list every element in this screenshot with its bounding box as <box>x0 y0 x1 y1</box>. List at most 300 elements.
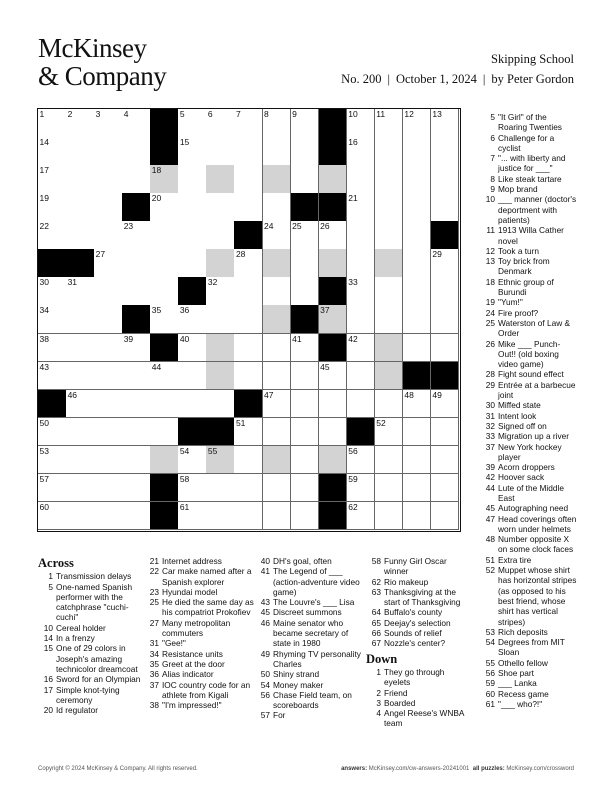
grid-cell[interactable] <box>347 362 376 391</box>
grid-cell[interactable] <box>263 109 292 138</box>
grid-cell[interactable] <box>263 446 292 475</box>
grid-cell[interactable] <box>38 277 67 306</box>
grid-cell[interactable] <box>234 502 263 531</box>
grid-cell[interactable] <box>66 446 95 475</box>
grid-cell[interactable] <box>178 334 207 363</box>
grid-cell[interactable] <box>38 334 67 363</box>
grid-cell[interactable] <box>122 418 151 447</box>
clue-number: 45 <box>485 503 495 514</box>
clue-item <box>480 689 578 699</box>
grid-cell[interactable] <box>94 305 123 334</box>
grid-cell[interactable] <box>206 109 235 138</box>
clue-number: 40 <box>260 556 270 566</box>
grid-cell[interactable] <box>263 502 292 531</box>
grid-cell[interactable] <box>150 165 179 194</box>
grid-cell[interactable] <box>403 193 432 222</box>
grid-cell[interactable] <box>178 362 207 391</box>
grid-cell[interactable] <box>94 109 123 138</box>
grid-cell[interactable] <box>319 362 348 391</box>
grid-cell[interactable] <box>263 277 292 306</box>
grid-cell[interactable] <box>38 221 67 250</box>
grid-cell[interactable] <box>122 221 151 250</box>
grid-cell[interactable] <box>206 474 235 503</box>
grid-cell[interactable] <box>38 305 67 334</box>
grid-cell[interactable] <box>431 277 460 306</box>
grid-cell[interactable] <box>234 474 263 503</box>
grid-cell[interactable] <box>375 249 404 278</box>
clue-text: Alias indicator <box>162 669 214 680</box>
clue-text: Rich deposits <box>498 626 548 637</box>
clue-item <box>38 705 142 715</box>
grid-cell[interactable] <box>291 109 320 138</box>
clue-number: 18 <box>485 276 495 287</box>
grid-cell[interactable] <box>66 165 95 194</box>
down-clues-continued <box>480 112 578 709</box>
grid-block <box>319 137 348 166</box>
clue-text: Hoover sack <box>498 472 545 483</box>
clue-number: 7 <box>490 153 495 164</box>
grid-cell[interactable] <box>206 334 235 363</box>
grid-cell[interactable] <box>150 277 179 306</box>
clue-item <box>366 556 466 577</box>
grid-cell[interactable] <box>431 446 460 475</box>
grid-cell[interactable] <box>263 474 292 503</box>
cell-number: 36 <box>179 305 190 316</box>
grid-cell[interactable] <box>206 502 235 531</box>
clue-text: Transmission delays <box>56 571 132 582</box>
grid-cell[interactable] <box>431 305 460 334</box>
grid-cell[interactable] <box>150 446 179 475</box>
grid-cell[interactable] <box>150 418 179 447</box>
grid-cell[interactable] <box>347 109 376 138</box>
clue-number: 58 <box>371 556 381 566</box>
grid-cell[interactable] <box>150 390 179 419</box>
clue-text: Othello fellow <box>498 657 548 668</box>
grid-cell[interactable] <box>375 474 404 503</box>
grid-cell[interactable] <box>94 474 123 503</box>
grid-cell[interactable] <box>94 334 123 363</box>
clue-number: 43 <box>260 597 270 608</box>
grid-cell[interactable] <box>403 277 432 306</box>
clue-number: 63 <box>371 586 381 597</box>
grid-cell[interactable] <box>122 474 151 503</box>
grid-cell[interactable] <box>375 390 404 419</box>
grid-cell[interactable] <box>66 193 95 222</box>
grid-cell[interactable] <box>347 305 376 334</box>
grid-cell[interactable] <box>206 249 235 278</box>
grid-cell[interactable] <box>263 305 292 334</box>
clue-text: Mop brand <box>498 184 538 195</box>
grid-cell[interactable] <box>122 165 151 194</box>
grid-cell[interactable] <box>347 165 376 194</box>
grid-cell[interactable] <box>403 390 432 419</box>
grid-cell[interactable] <box>347 249 376 278</box>
clue-number: 66 <box>371 628 381 639</box>
grid-cell[interactable] <box>66 390 95 419</box>
grid-cell[interactable] <box>403 474 432 503</box>
grid-cell[interactable] <box>122 502 151 531</box>
grid-cell[interactable] <box>291 390 320 419</box>
grid-cell[interactable] <box>431 474 460 503</box>
grid-cell[interactable] <box>263 249 292 278</box>
grid-cell[interactable] <box>94 362 123 391</box>
grid-cell[interactable] <box>122 109 151 138</box>
grid-cell[interactable] <box>375 137 404 166</box>
grid-cell[interactable] <box>263 334 292 363</box>
grid-cell[interactable] <box>319 165 348 194</box>
grid-cell[interactable] <box>66 277 95 306</box>
grid-cell[interactable] <box>291 418 320 447</box>
grid-cell[interactable] <box>150 362 179 391</box>
grid-cell[interactable] <box>431 418 460 447</box>
clue-text: Ethnic group of Burundi <box>498 276 554 298</box>
grid-cell[interactable] <box>263 390 292 419</box>
cell-number: 22 <box>39 221 49 232</box>
grid-cell[interactable] <box>291 334 320 363</box>
grid-cell[interactable] <box>347 502 376 531</box>
grid-cell[interactable] <box>234 362 263 391</box>
grid-cell[interactable] <box>263 362 292 391</box>
grid-cell[interactable] <box>375 362 404 391</box>
grid-block <box>150 502 179 531</box>
grid-cell[interactable] <box>66 474 95 503</box>
grid-cell[interactable] <box>403 334 432 363</box>
grid-cell[interactable] <box>178 109 207 138</box>
all-puzzles-link[interactable]: McKinsey.com/crossword <box>506 766 574 772</box>
grid-block <box>431 221 460 250</box>
grid-cell[interactable] <box>234 446 263 475</box>
grid-cell[interactable] <box>206 221 235 250</box>
grid-cell[interactable] <box>347 193 376 222</box>
grid-cell[interactable] <box>178 249 207 278</box>
grid-cell[interactable] <box>375 334 404 363</box>
cell-number: 13 <box>432 109 442 119</box>
grid-cell[interactable] <box>319 418 348 447</box>
clue-item <box>480 400 578 410</box>
grid-cell[interactable] <box>375 418 404 447</box>
grid-cell[interactable] <box>150 193 179 222</box>
grid-cell[interactable] <box>291 362 320 391</box>
cell-number: 43 <box>39 361 49 372</box>
answers-link[interactable]: McKinsey.com/cw-answers-20241001 <box>368 766 470 772</box>
grid-cell[interactable] <box>38 474 67 503</box>
cell-number: 62 <box>348 501 358 512</box>
grid-cell[interactable] <box>375 305 404 334</box>
cell-number: 26 <box>320 221 330 232</box>
grid-cell[interactable] <box>375 165 404 194</box>
grid-cell[interactable] <box>319 446 348 475</box>
grid-cell[interactable] <box>94 418 123 447</box>
clue-item <box>480 462 578 472</box>
grid-cell[interactable] <box>347 277 376 306</box>
clue-item <box>480 194 578 225</box>
clue-item <box>255 607 365 617</box>
clue-item <box>255 669 365 679</box>
grid-cell[interactable] <box>38 165 67 194</box>
grid-cell[interactable] <box>347 446 376 475</box>
grid-cell[interactable] <box>206 446 235 475</box>
grid-cell[interactable] <box>178 193 207 222</box>
grid-cell[interactable] <box>291 249 320 278</box>
clue-text: Mike ___ Punch-Out!! (old boxing video game) <box>498 338 561 370</box>
clue-number: 6 <box>490 132 495 143</box>
clue-item <box>480 699 578 709</box>
grid-cell[interactable] <box>234 137 263 166</box>
grid-cell[interactable] <box>206 137 235 166</box>
grid-cell[interactable] <box>38 446 67 475</box>
grid-cell[interactable] <box>375 221 404 250</box>
clue-text: Acorn droppers <box>498 462 555 473</box>
grid-cell[interactable] <box>150 305 179 334</box>
grid-cell[interactable] <box>291 446 320 475</box>
grid-cell[interactable] <box>66 221 95 250</box>
clue-text: Miffed state <box>498 400 541 411</box>
cell-number: 5 <box>179 109 185 119</box>
down-heading: Down <box>366 651 398 666</box>
clue-text: Sword for an Olympian <box>56 674 141 685</box>
cell-number: 19 <box>39 193 49 204</box>
clue-item <box>366 698 466 708</box>
separator: | <box>482 72 486 86</box>
grid-cell[interactable] <box>403 502 432 531</box>
cell-number: 47 <box>264 389 274 400</box>
grid-cell[interactable] <box>178 446 207 475</box>
clue-number: 25 <box>149 597 159 608</box>
clue-number: 31 <box>485 410 495 421</box>
grid-cell[interactable] <box>178 474 207 503</box>
clue-item <box>144 556 254 566</box>
grid-cell[interactable] <box>122 249 151 278</box>
grid-cell[interactable] <box>375 502 404 531</box>
clue-number: 67 <box>371 638 381 649</box>
clue-text: Entrée at a barbecue joint <box>498 379 576 401</box>
grid-cell[interactable] <box>375 446 404 475</box>
grid-cell[interactable] <box>94 221 123 250</box>
clue-item <box>480 256 578 277</box>
grid-cell[interactable] <box>38 137 67 166</box>
grid-cell[interactable] <box>431 193 460 222</box>
clue-text: Head coverings often worn under helmets <box>498 513 577 534</box>
grid-cell[interactable] <box>66 418 95 447</box>
grid-cell[interactable] <box>38 109 67 138</box>
clue-column-4 <box>366 556 466 729</box>
grid-cell[interactable] <box>66 334 95 363</box>
grid-cell[interactable] <box>234 334 263 363</box>
grid-cell[interactable] <box>206 390 235 419</box>
grid-cell[interactable] <box>234 109 263 138</box>
clue-text: Sounds of relief <box>384 628 442 639</box>
grid-cell[interactable] <box>431 137 460 166</box>
grid-cell[interactable] <box>66 137 95 166</box>
clue-number: 60 <box>485 688 495 699</box>
grid-cell[interactable] <box>206 277 235 306</box>
grid-cell[interactable] <box>403 137 432 166</box>
grid-cell[interactable] <box>347 221 376 250</box>
grid-block <box>319 193 348 222</box>
cell-number: 1 <box>39 109 45 119</box>
grid-cell[interactable] <box>94 502 123 531</box>
grid-cell[interactable] <box>94 277 123 306</box>
clue-item <box>366 638 466 648</box>
grid-cell[interactable] <box>263 137 292 166</box>
clue-text: "Gee!" <box>162 638 186 649</box>
grid-cell[interactable] <box>94 446 123 475</box>
grid-cell[interactable] <box>178 221 207 250</box>
grid-cell[interactable] <box>178 165 207 194</box>
grid-cell[interactable] <box>94 137 123 166</box>
clue-item <box>144 659 254 669</box>
grid-cell[interactable] <box>122 334 151 363</box>
cell-number: 39 <box>123 333 134 344</box>
cell-number: 41 <box>292 333 302 344</box>
grid-cell[interactable] <box>122 390 151 419</box>
clue-item <box>480 678 578 688</box>
grid-cell[interactable] <box>431 109 460 138</box>
clue-item <box>38 633 142 643</box>
grid-cell[interactable] <box>319 221 348 250</box>
logo-line-1: McKinsey <box>38 33 147 63</box>
grid-block <box>38 249 67 278</box>
grid-cell[interactable] <box>206 362 235 391</box>
grid-cell[interactable] <box>38 418 67 447</box>
grid-cell[interactable] <box>403 221 432 250</box>
grid-cell[interactable] <box>150 221 179 250</box>
grid-cell[interactable] <box>38 193 67 222</box>
grid-block <box>178 418 207 447</box>
grid-cell[interactable] <box>431 390 460 419</box>
across-heading: Across <box>38 556 74 570</box>
clue-text: Shoe part <box>498 668 534 679</box>
grid-cell[interactable] <box>375 193 404 222</box>
clue-item <box>480 431 578 441</box>
grid-cell[interactable] <box>122 446 151 475</box>
clue-number: 47 <box>485 513 495 524</box>
clue-item <box>366 667 466 688</box>
grid-cell[interactable] <box>319 249 348 278</box>
grid-cell[interactable] <box>206 165 235 194</box>
clue-item <box>144 587 254 597</box>
grid-block <box>319 474 348 503</box>
grid-cell[interactable] <box>234 277 263 306</box>
clue-text: For <box>273 710 286 721</box>
clue-number: 54 <box>260 679 270 690</box>
grid-cell[interactable] <box>375 277 404 306</box>
grid-cell[interactable] <box>178 390 207 419</box>
grid-cell[interactable] <box>291 502 320 531</box>
grid-cell[interactable] <box>431 249 460 278</box>
clue-item <box>480 225 578 246</box>
clue-text: ___ Lanka <box>498 678 537 689</box>
grid-cell[interactable] <box>66 502 95 531</box>
grid-cell[interactable] <box>66 362 95 391</box>
puzzle-number: No. 200 <box>341 72 382 86</box>
grid-cell[interactable] <box>122 137 151 166</box>
puzzle-byline: by Peter Gordon <box>491 72 574 86</box>
grid-cell[interactable] <box>234 249 263 278</box>
grid-cell[interactable] <box>38 502 67 531</box>
grid-cell[interactable] <box>291 277 320 306</box>
grid-cell[interactable] <box>150 249 179 278</box>
clue-text: Number opposite X on some clock faces <box>498 534 574 555</box>
grid-cell[interactable] <box>347 334 376 363</box>
grid-cell[interactable] <box>403 165 432 194</box>
grid-cell[interactable] <box>375 109 404 138</box>
grid-cell[interactable] <box>403 249 432 278</box>
grid-cell[interactable] <box>234 418 263 447</box>
grid-cell[interactable] <box>178 305 207 334</box>
clue-number: 39 <box>485 462 495 473</box>
grid-cell[interactable] <box>431 502 460 531</box>
grid-cell[interactable] <box>431 165 460 194</box>
grid-cell[interactable] <box>403 305 432 334</box>
grid-cell[interactable] <box>403 446 432 475</box>
grid-block <box>178 277 207 306</box>
grid-cell[interactable] <box>94 249 123 278</box>
grid-cell[interactable] <box>38 362 67 391</box>
clue-item <box>38 643 142 674</box>
grid-block <box>122 193 151 222</box>
grid-cell[interactable] <box>291 474 320 503</box>
grid-cell[interactable] <box>122 277 151 306</box>
grid-cell[interactable] <box>234 305 263 334</box>
grid-cell[interactable] <box>263 165 292 194</box>
grid-cell[interactable] <box>234 193 263 222</box>
clue-number: 3 <box>376 697 381 708</box>
grid-cell[interactable] <box>94 193 123 222</box>
grid-cell[interactable] <box>347 474 376 503</box>
clue-text: Took a turn <box>498 245 540 256</box>
grid-cell[interactable] <box>319 390 348 419</box>
grid-cell[interactable] <box>66 305 95 334</box>
cell-number: 50 <box>39 417 49 428</box>
grid-cell[interactable] <box>234 165 263 194</box>
clue-column-2 <box>144 556 254 710</box>
grid-cell[interactable] <box>291 165 320 194</box>
answers-label: answers: <box>341 766 368 772</box>
grid-cell[interactable] <box>319 305 348 334</box>
grid-cell[interactable] <box>291 137 320 166</box>
grid-cell[interactable] <box>291 221 320 250</box>
clue-number: 50 <box>260 669 270 680</box>
clue-text: Simple knot-tying ceremony <box>56 684 120 705</box>
grid-cell[interactable] <box>263 418 292 447</box>
grid-cell[interactable] <box>206 305 235 334</box>
cell-number: 27 <box>95 249 106 260</box>
grid-cell[interactable] <box>122 362 151 391</box>
grid-cell[interactable] <box>431 334 460 363</box>
clue-text: DH's goal, often <box>273 556 332 566</box>
grid-cell[interactable] <box>178 137 207 166</box>
grid-cell[interactable] <box>347 390 376 419</box>
grid-block <box>38 390 67 419</box>
grid-cell[interactable] <box>263 221 292 250</box>
grid-block <box>319 334 348 363</box>
grid-block <box>319 502 348 531</box>
grid-cell[interactable] <box>206 193 235 222</box>
clue-item <box>38 674 142 684</box>
grid-cell[interactable] <box>263 193 292 222</box>
grid-cell[interactable] <box>66 109 95 138</box>
clue-item <box>480 627 578 637</box>
grid-cell[interactable] <box>94 390 123 419</box>
grid-cell[interactable] <box>347 137 376 166</box>
grid-cell[interactable] <box>403 418 432 447</box>
grid-cell[interactable] <box>178 502 207 531</box>
cell-number: 34 <box>39 305 49 316</box>
clue-number: 11 <box>486 225 495 236</box>
grid-cell[interactable] <box>94 165 123 194</box>
grid-cell[interactable] <box>403 109 432 138</box>
